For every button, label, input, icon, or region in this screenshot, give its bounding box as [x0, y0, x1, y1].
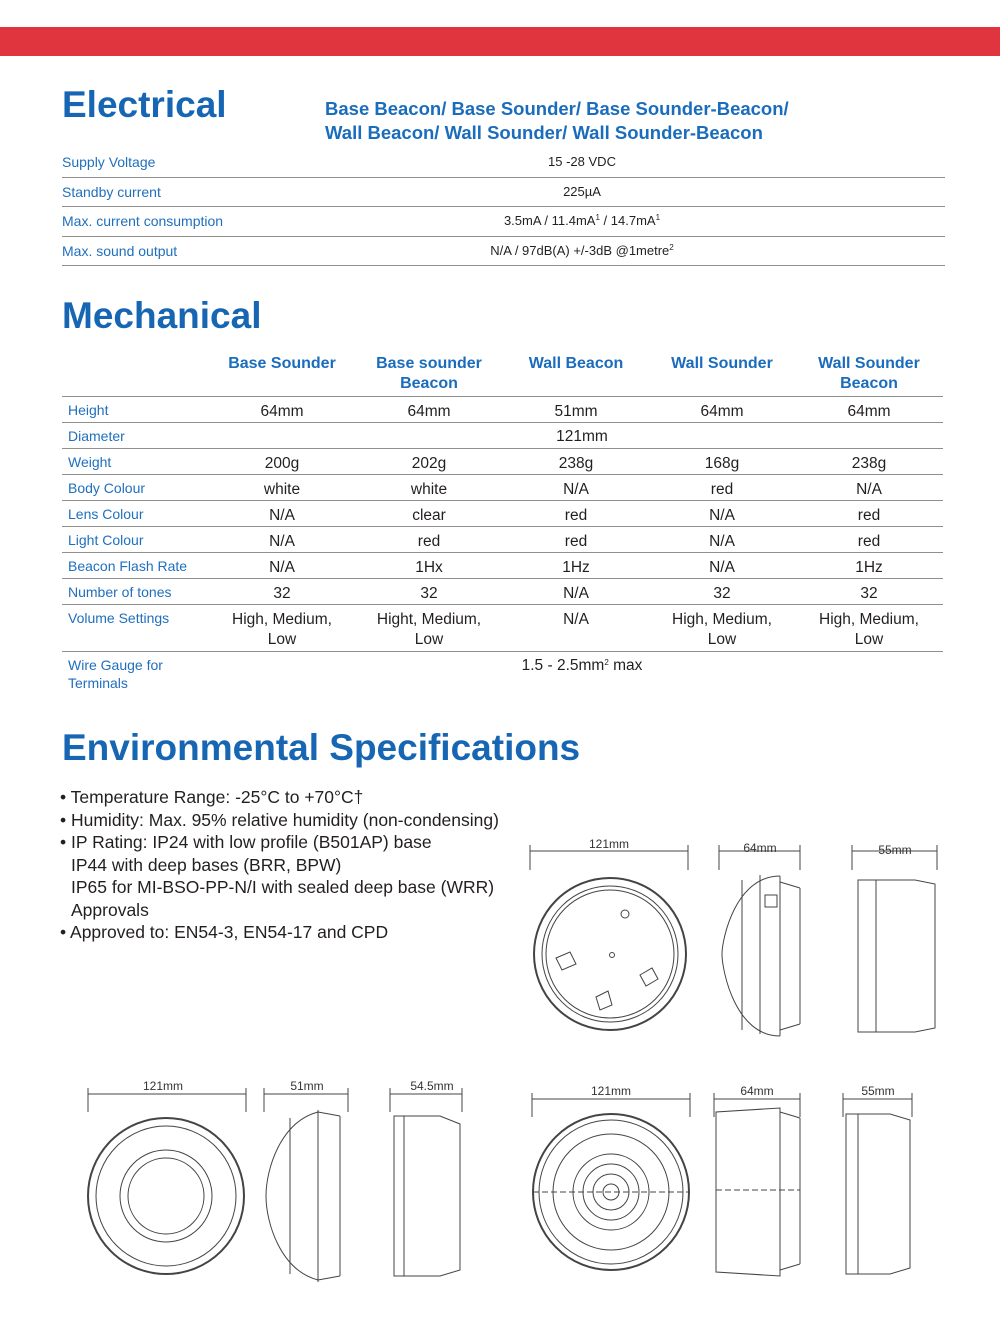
environmental-heading: Environmental Specifications: [62, 727, 581, 768]
table-cell: N/A: [709, 533, 735, 550]
table-cell: $1.5 - 2.5mm^2$ max: [521, 657, 643, 674]
table-cell: 121mm: [556, 428, 608, 445]
table-cell: N/A: [269, 533, 295, 550]
row-label: Light Colour: [68, 532, 144, 548]
dimension-label: 121mm: [142, 1079, 184, 1093]
table-cell: 64mm: [700, 403, 744, 420]
dimension-label: 54.5mm: [410, 1079, 454, 1093]
column-header: Base sounder Beacon: [376, 355, 482, 392]
dimension-label: 55mm: [861, 1084, 895, 1098]
table-cell: red: [564, 507, 588, 524]
table-cell: 1Hz: [562, 559, 590, 576]
list-item: IP65 for MI-BSO-PP-N/I with sealed deep base (WRR): [71, 877, 495, 897]
row-label: Volume Settings: [68, 610, 170, 626]
table-cell: red: [417, 533, 441, 550]
table-cell: 64mm: [407, 403, 451, 420]
table-cell: N/A: [269, 559, 295, 576]
table-cell: red: [564, 533, 588, 550]
row-label: Weight: [68, 454, 112, 470]
row-label: Max. sound output: [62, 242, 178, 259]
dimension-label: 121mm: [590, 1084, 632, 1098]
row-label: Diameter: [68, 428, 125, 444]
column-header: Wall Sounder Beacon: [818, 355, 920, 392]
table-cell: N/A: [563, 585, 589, 602]
row-label: Lens Colour: [68, 506, 144, 522]
dimension-label: 51mm: [290, 1079, 324, 1093]
row-value: 225µA: [563, 183, 601, 199]
row-label: Max. current consumption: [62, 213, 224, 229]
table-cell: 1Hz: [855, 559, 883, 576]
dimension-label: 64mm: [740, 1084, 774, 1098]
row-label: Supply Voltage: [62, 154, 156, 170]
row-label: Standby current: [62, 183, 161, 200]
row-label: Body Colour: [68, 480, 146, 496]
list-item: • Approved to: EN54-3, EN54-17 and CPD: [60, 922, 389, 942]
table-cell: 51mm: [554, 403, 598, 420]
table-cell: 64mm: [260, 403, 304, 420]
table-cell: red: [857, 507, 881, 524]
table-cell: N/A: [709, 507, 735, 524]
table-cell: 200g: [264, 455, 300, 472]
table-cell: N/A: [269, 507, 295, 524]
list-item: • IP Rating: IP24 with low profile (B501AP) base: [60, 832, 432, 852]
row-label: Height: [68, 402, 109, 418]
table-cell: white: [410, 481, 448, 498]
column-header: Base Sounder: [228, 355, 336, 372]
table-cell: 32: [860, 585, 878, 602]
table-cell: red: [857, 533, 881, 550]
dimension-label: 64mm: [743, 841, 777, 855]
mechanical-heading: Mechanical: [62, 295, 262, 336]
table-cell: High, Medium, Low: [819, 611, 919, 648]
column-header: Wall Beacon: [528, 355, 624, 372]
table-cell: 238g: [558, 455, 594, 472]
column-header: Wall Sounder: [671, 355, 773, 372]
table-cell: 32: [713, 585, 731, 602]
table-cell: N/A: [563, 611, 589, 628]
list-item: • Temperature Range: -25°C to +70°C†: [60, 787, 364, 807]
table-cell: clear: [412, 507, 446, 524]
table-cell: 1Hx: [415, 559, 443, 576]
table-cell: N/A: [563, 481, 589, 498]
dimension-label: 121mm: [588, 837, 630, 851]
table-cell: 32: [420, 585, 438, 602]
table-cell: white: [263, 481, 301, 498]
table-cell: High, Medium, Low: [232, 611, 332, 648]
drawing-set-2: [88, 1088, 462, 1282]
subheading-line-1: Base Beacon/ Base Sounder/ Base Sounder-Beacon/: [325, 98, 789, 119]
drawing-set-3: [532, 1093, 912, 1276]
table-cell: 168g: [704, 455, 740, 472]
list-item: Approvals: [71, 899, 149, 920]
list-item: IP44 with deep bases (BRR, BPW): [71, 854, 342, 875]
table-cell: red: [710, 481, 734, 498]
row-label: Wire Gauge for Terminals: [68, 657, 163, 691]
table-cell: 202g: [411, 455, 447, 472]
row-value: 15 -28 VDC: [548, 154, 616, 169]
row-value: N/A / 97dB(A) +/-3dB @1metre$^2$: [490, 242, 674, 258]
table-cell: 64mm: [847, 403, 891, 420]
dimension-label: 55mm: [878, 843, 912, 857]
list-item: • Humidity: Max. 95% relative humidity (non-condensing): [60, 809, 499, 830]
row-label: Beacon Flash Rate: [68, 558, 188, 574]
table-cell: Hight, Medium, Low: [376, 611, 482, 648]
row-label: Number of tones: [68, 584, 172, 600]
table-cell: N/A: [856, 481, 882, 498]
subheading-line-2: Wall Beacon/ Wall Sounder/ Wall Sounder-Beacon: [325, 122, 763, 143]
table-cell: N/A: [709, 559, 735, 576]
row-value: $3.5mA / 11.4mA^1 / 14.7mA^1$: [503, 213, 661, 228]
table-cell: 238g: [851, 455, 887, 472]
table-cell: 32: [273, 585, 291, 602]
table-cell: High, Medium, Low: [672, 611, 772, 648]
electrical-heading: Electrical: [62, 84, 227, 125]
drawing-set-1: [530, 845, 937, 1036]
